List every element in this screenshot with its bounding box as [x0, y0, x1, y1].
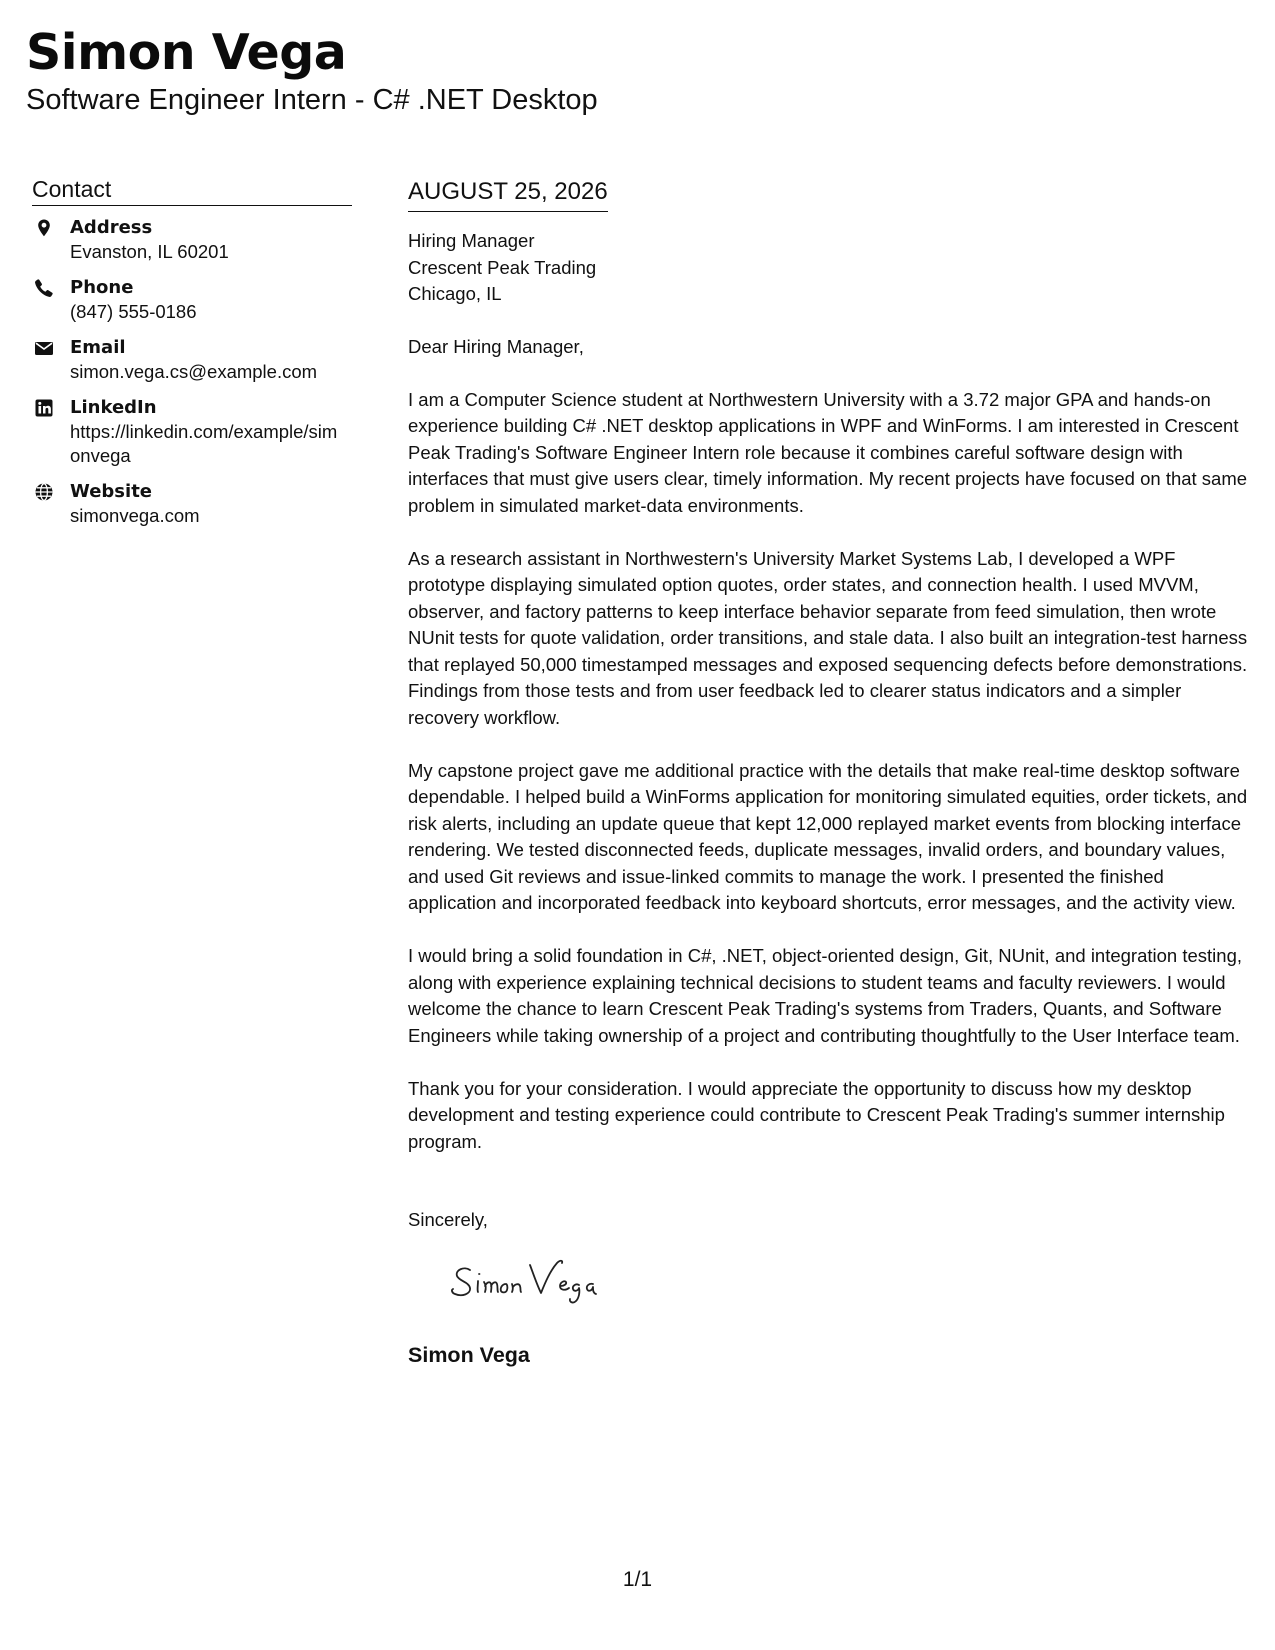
letter-paragraph: Thank you for your consideration. I would appreciate the opportunity to discuss how my desktop development and testing experience could contribute to Crescent Peak Trading's summer internship program.: [408, 1077, 1225, 1152]
applicant-title: Software Engineer Intern - C# .NET Desktop: [26, 84, 598, 116]
handwritten-signature: [448, 1248, 648, 1308]
globe-icon: [34, 482, 56, 504]
letter-paragraph: As a research assistant in Northwestern's University Market Systems Lab, I developed a WPF prototype displaying simulated option quotes, order states, and connection health. I used MVVM, observer, and factory patterns to keep interface behavior separate from feed simulation, then wrote NUnit tests for quote validation, order transitions, and stale data. I also built an integration-test harness that replayed 50,000 timestamped messages and exposed sequencing defects before demonstrations. Findings from those tests and from user feedback led to clearer status indicators and a simpler recovery workflow.: [408, 547, 1248, 728]
contact-item-address: [32, 216, 352, 264]
website-value[interactable]: simonvega.com: [70, 505, 200, 526]
address-value: Evanston, IL 60201: [70, 241, 229, 262]
contact-label: Phone: [70, 277, 134, 298]
letter-body: [408, 177, 1250, 1369]
recipient-line: Chicago, IL: [408, 283, 502, 304]
applicant-name: Simon Vega: [26, 24, 347, 81]
letter-paragraph: My capstone project gave me additional practice with the details that make real-time desktop software dependable. I helped build a WinForms application for monitoring simulated equities, order tickets, and risk alerts, including an update queue that kept 12,000 replayed market events from blocking interface rendering. We tested disconnected feeds, duplicate messages, invalid orders, and boundary values, and used Git reviews and issue-linked commits to manage the work. I presented the finished application and incorporated feedback into keyboard shortcuts, error messages, and the activity view.: [408, 759, 1248, 913]
contact-item-phone: [32, 276, 352, 324]
contact-label: Email: [70, 337, 126, 358]
page-number: 1/1: [622, 1568, 653, 1591]
recipient-line: Hiring Manager: [408, 230, 535, 251]
contact-sidebar: [32, 175, 352, 540]
linkedin-value[interactable]: https://linkedin.com/example/simonvega: [70, 421, 338, 466]
recipient-block: [408, 228, 1250, 308]
contact-label: LinkedIn: [70, 397, 157, 418]
contact-heading: Contact: [32, 175, 352, 206]
contact-list: [32, 216, 352, 528]
contact-label: Address: [70, 217, 153, 238]
phone-value: (847) 555-0186: [70, 301, 197, 322]
contact-item-linkedin: [32, 396, 352, 468]
contact-label: Website: [70, 481, 153, 502]
linkedin-icon: [34, 398, 56, 420]
phone-icon: [34, 278, 56, 300]
contact-item-website: [32, 480, 352, 528]
letter-paragraph: I would bring a solid foundation in C#, .NET, object-oriented design, Git, NUnit, and integration testing, along with experience explaining technical decisions to student teams and faculty reviewers. I would welcome the chance to learn Crescent Peak Trading's systems from Traders, Quants, and Software Engineers while taking ownership of a project and contributing thoughtfully to the User Interface team.: [408, 945, 1242, 1046]
recipient-line: Crescent Peak Trading: [408, 256, 597, 278]
header: [26, 22, 1226, 116]
closing: Sincerely,: [408, 1209, 488, 1230]
signer-name: Simon Vega: [408, 1342, 530, 1367]
contact-item-email: [32, 336, 352, 384]
greeting: Dear Hiring Manager,: [408, 335, 584, 357]
letter-date: AUGUST 25, 2026: [408, 177, 608, 212]
letter-paragraph: I am a Computer Science student at Northwestern University with a 3.72 major GPA and hands-on experience building C# .NET desktop applications in WPF and WinForms. I am interested in Crescent Peak Trading's Software Engineer Intern role because it combines careful software design with interfaces that must give users clear, timely information. My recent projects have focused on that same problem in simulated market-data environments.: [408, 388, 1248, 516]
email-value: simon.vega.cs@example.com: [70, 361, 318, 382]
email-icon: [34, 338, 56, 360]
location-pin-icon: [34, 218, 56, 240]
